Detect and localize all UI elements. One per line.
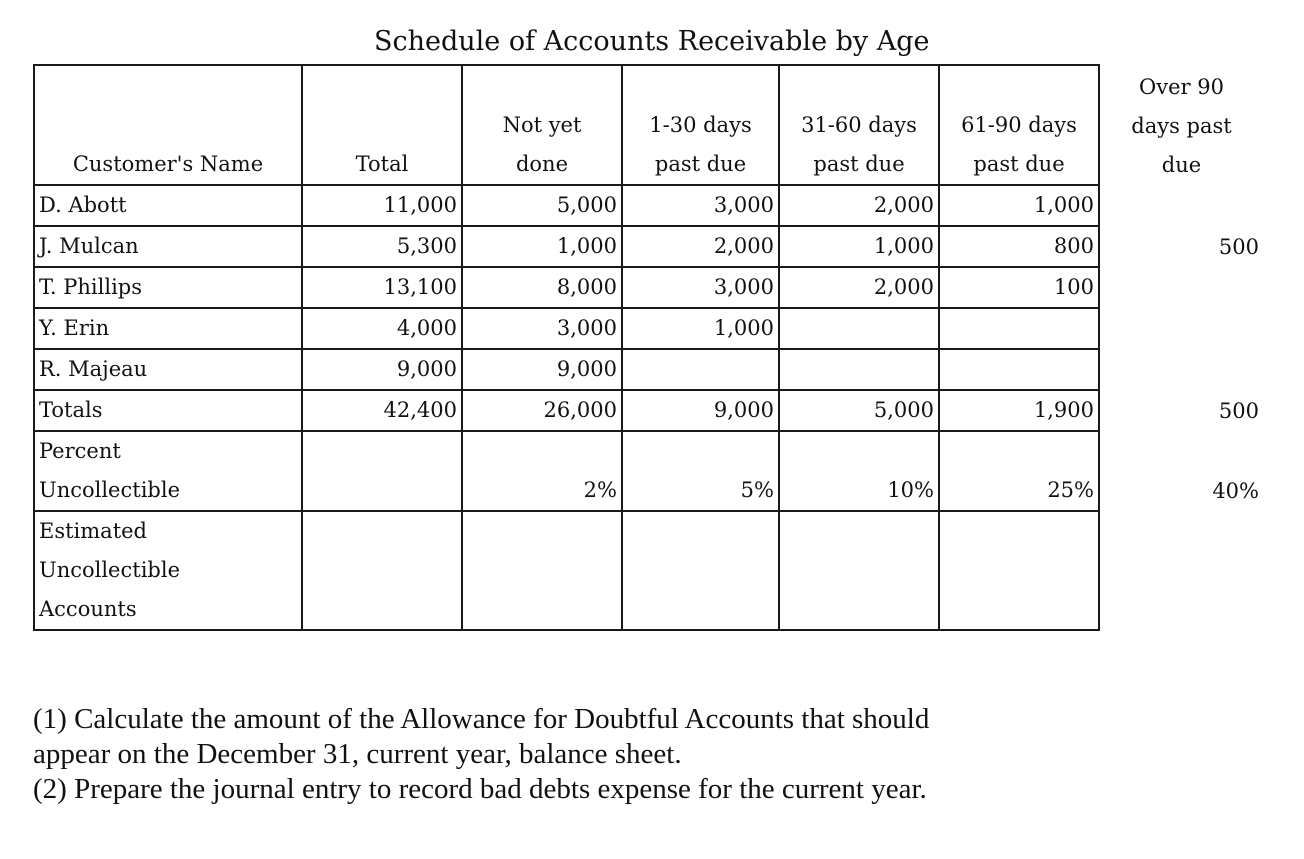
cell-over-90-days (1099, 349, 1264, 390)
cell-total: 9,000 (302, 349, 462, 390)
percent-label (34, 431, 302, 511)
estimated-61-90-days (939, 511, 1099, 630)
totals-not-yet-due: 26,000 (462, 390, 622, 431)
percent-label-text: Percent Uncollectible (39, 439, 180, 502)
table-row (34, 308, 1264, 349)
aging-schedule-table (33, 64, 1265, 631)
header-31-60-days-label: 31-60 days past due (801, 113, 917, 176)
header-not-yet-due (462, 65, 622, 185)
cell-31-60-days (779, 308, 939, 349)
estimated-1-30-days (622, 511, 779, 630)
header-over-90-days (1099, 65, 1264, 185)
totals-31-60-days: 5,000 (779, 390, 939, 431)
header-61-90-days (939, 65, 1099, 185)
estimated-label (34, 511, 302, 630)
percent-total (302, 431, 462, 511)
table-row (34, 226, 1264, 267)
header-1-30-days (622, 65, 779, 185)
cell-customer-name: D. Abott (34, 185, 302, 226)
cell-31-60-days: 1,000 (779, 226, 939, 267)
cell-not-yet-due: 3,000 (462, 308, 622, 349)
totals-61-90-days: 1,900 (939, 390, 1099, 431)
header-31-60-days (779, 65, 939, 185)
estimated-total (302, 511, 462, 630)
cell-not-yet-due: 8,000 (462, 267, 622, 308)
header-row (34, 65, 1264, 185)
cell-31-60-days: 2,000 (779, 185, 939, 226)
cell-total: 5,300 (302, 226, 462, 267)
header-not-yet-due-label: Not yet done (502, 113, 582, 176)
totals-label: Totals (34, 390, 302, 431)
cell-total: 13,100 (302, 267, 462, 308)
totals-over-90-days: 500 (1218, 399, 1259, 423)
percent-not-yet-due: 2% (462, 431, 622, 511)
estimated-uncollectible-row (34, 511, 1264, 630)
cell-customer-name: J. Mulcan (34, 226, 302, 267)
cell-customer-name: Y. Erin (34, 308, 302, 349)
cell-over-90-days (1099, 308, 1264, 349)
estimated-not-yet-due (462, 511, 622, 630)
cell-1-30-days: 3,000 (622, 267, 779, 308)
cell-1-30-days: 1,000 (622, 308, 779, 349)
cell-1-30-days: 2,000 (622, 226, 779, 267)
cell-61-90-days (939, 349, 1099, 390)
table-row (34, 185, 1264, 226)
header-customer-name: Customer's Name (34, 65, 302, 185)
cell-total: 4,000 (302, 308, 462, 349)
cell-31-60-days: 2,000 (779, 267, 939, 308)
totals-total: 42,400 (302, 390, 462, 431)
header-total: Total (302, 65, 462, 185)
table-row (34, 349, 1264, 390)
question-line-2: appear on the December 31, current year, balance sheet. (33, 738, 682, 770)
cell-customer-name: T. Phillips (34, 267, 302, 308)
question-line-1: (1) Calculate the amount of the Allowance for Doubtful Accounts that should (33, 703, 930, 735)
cell-61-90-days: 100 (939, 267, 1099, 308)
question-line-3: (2) Prepare the journal entry to record bad debts expense for the current year. (33, 773, 927, 805)
totals-1-30-days: 9,000 (622, 390, 779, 431)
table-row (34, 267, 1264, 308)
estimated-over-90-days (1099, 511, 1264, 630)
cell-not-yet-due: 1,000 (462, 226, 622, 267)
question-text (33, 702, 1233, 807)
cell-61-90-days: 800 (939, 226, 1099, 267)
percent-61-90-days: 25% (939, 431, 1099, 511)
cell-not-yet-due: 9,000 (462, 349, 622, 390)
percent-uncollectible-row (34, 431, 1264, 511)
percent-over-90-days: 40% (1212, 479, 1259, 503)
cell-not-yet-due: 5,000 (462, 185, 622, 226)
estimated-31-60-days (779, 511, 939, 630)
cell-total: 11,000 (302, 185, 462, 226)
cell-customer-name: R. Majeau (34, 349, 302, 390)
cell-61-90-days (939, 308, 1099, 349)
cell-61-90-days: 1,000 (939, 185, 1099, 226)
percent-1-30-days: 5% (622, 431, 779, 511)
cell-over-90-days: 500 (1218, 235, 1259, 259)
header-1-30-days-label: 1-30 days past due (649, 113, 752, 176)
percent-31-60-days: 10% (779, 431, 939, 511)
schedule-title: Schedule of Accounts Receivable by Age (374, 26, 930, 57)
cell-1-30-days (622, 349, 779, 390)
header-over-90-days-label: Over 90 days past due (1131, 75, 1232, 177)
totals-row (34, 390, 1264, 431)
cell-over-90-days (1099, 267, 1264, 308)
cell-31-60-days (779, 349, 939, 390)
header-61-90-days-label: 61-90 days past due (961, 113, 1077, 176)
cell-1-30-days: 3,000 (622, 185, 779, 226)
cell-over-90-days (1099, 185, 1264, 226)
estimated-label-text: Estimated Uncollectible Accounts (39, 519, 180, 621)
